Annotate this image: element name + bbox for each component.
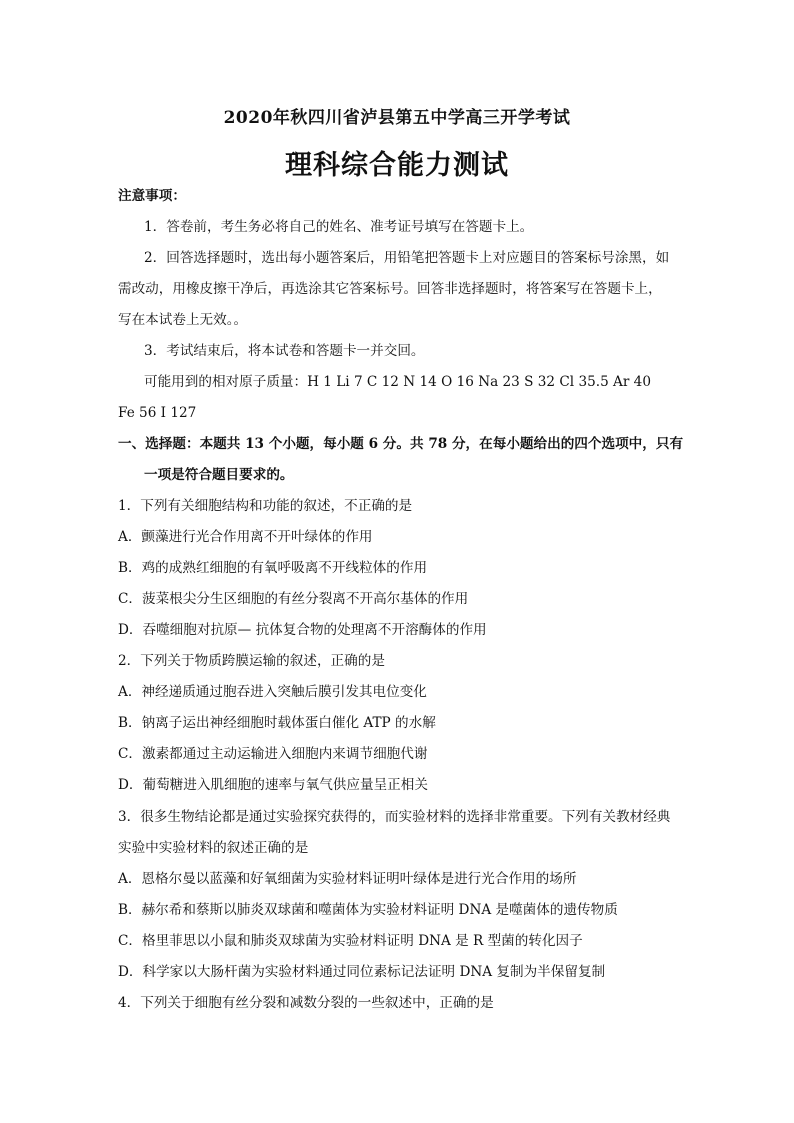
note-item-3: 3．考试结束后，将本试卷和答题卡一并交回。: [144, 343, 425, 359]
question-4-stem: 4．下列关于细胞有丝分裂和减数分裂的一些叙述中，正确的是: [118, 995, 494, 1011]
question-2-option-b: B．钠离子运出神经细胞时载体蛋白催化 ATP 的水解: [118, 715, 436, 731]
question-3-stem-line-1: 3．很多生物结论都是通过实验探究获得的，而实验材料的选择非常重要。下列有关教材经典: [118, 809, 671, 825]
atomic-mass-line-1: 可能用到的相对原子质量：H 1 Li 7 C 12 N 14 O 16 Na 23 S 32 Cl 35.5 Ar 40: [144, 374, 651, 390]
question-3-stem-line-2: 实验中实验材料的叙述正确的是: [118, 840, 309, 856]
question-1-option-c: C．菠菜根尖分生区细胞的有丝分裂离不开高尔基体的作用: [118, 591, 469, 607]
question-3-option-c: C．格里菲思以小鼠和肺炎双球菌为实验材料证明 DNA 是 R 型菌的转化因子: [118, 933, 583, 949]
section-1-heading: [118, 434, 683, 454]
question-2-option-a: A．神经递质通过胞吞进入突触后膜引发其电位变化: [118, 684, 427, 700]
section-1-description: 本题共 13 个小题，每小题 6 分。共 78 分，在每小题给出的四个选项中，只有: [199, 436, 684, 452]
exam-title: 2020年秋四川省泸县第五中学高三开学考试: [223, 108, 571, 128]
question-1-option-a: A．颤藻进行光合作用离不开叶绿体的作用: [118, 529, 373, 545]
question-2-stem: 2．下列关于物质跨膜运输的叙述，正确的是: [118, 653, 385, 669]
question-3-option-a: A．恩格尔曼以蓝藻和好氧细菌为实验材料证明叶绿体是进行光合作用的场所: [118, 871, 577, 887]
section-1-description-line-2: 一项是符合题目要求的。: [144, 467, 294, 483]
question-1-option-d: D．吞噬细胞对抗原— 抗体复合物的处理离不开溶酶体的作用: [118, 622, 487, 638]
question-2-option-c: C．激素都通过主动运输进入细胞内来调节细胞代谢: [118, 746, 428, 762]
question-1-option-b: B．鸡的成熟红细胞的有氧呼吸离不开线粒体的作用: [118, 560, 428, 576]
atomic-mass-line-2: Fe 56 I 127: [118, 405, 197, 421]
note-item-2-line-2: 需改动，用橡皮擦干净后，再选涂其它答案标号。回答非选择题时，将答案写在答题卡上，: [118, 281, 662, 297]
note-item-2-line-3: 写在本试卷上无效。。: [118, 312, 248, 328]
question-2-option-d: D．葡萄糖进入肌细胞的速率与氧气供应量呈正相关: [118, 777, 428, 793]
notes-heading: 注意事项：: [118, 188, 186, 204]
question-3-option-d: D．科学家以大肠杆菌为实验材料通过同位素标记法证明 DNA 复制为半保留复制: [118, 964, 606, 980]
question-3-option-b: B．赫尔希和蔡斯以肺炎双球菌和噬菌体为实验材料证明 DNA 是噬菌体的遗传物质: [118, 902, 618, 918]
note-item-2-line-1: 2．回答选择题时，选出每小题答案后，用铅笔把答题卡上对应题目的答案标号涂黑，如: [144, 250, 670, 266]
section-1-label: 一、选择题：: [118, 436, 200, 452]
question-1-stem: 1．下列有关细胞结构和功能的叙述，不正确的是: [118, 498, 413, 514]
exam-subtitle: 理科综合能力测试: [285, 150, 509, 181]
note-item-1: 1．答卷前，考生务必将自己的姓名、准考证号填写在答题卡上。: [144, 219, 534, 235]
